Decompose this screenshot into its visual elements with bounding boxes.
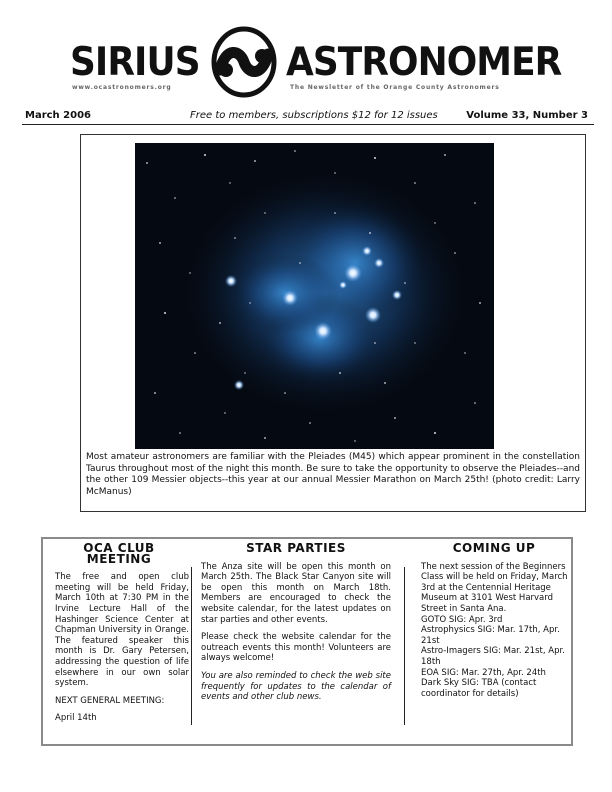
club-meeting-text: The free and open club meeting will be held Friday, March 10th at 7:30 PM in the Irvine Lecture Hall of the Hashinger Science Center at Chapman University in Orange. The featured speaker this month is Dr. Gary Petersen, addressing the question of life elsewhere in our own solar system. bbox=[55, 572, 189, 689]
club-meeting-column bbox=[49, 543, 189, 731]
pleiades-photo bbox=[135, 143, 494, 449]
coming-up-intro: The next session of the Beginners Class will be held on Friday, March 3rd at the Centennial Heritage Museum at 3101 West Harvard Street in Santa Ana. bbox=[421, 561, 568, 614]
feature-photo-frame bbox=[80, 134, 586, 512]
coming-up-item: Astro-Imagers SIG: Mar. 21st, Apr. 18th bbox=[421, 646, 565, 667]
next-meeting-label: NEXT GENERAL MEETING: bbox=[55, 695, 165, 706]
coming-up-column bbox=[419, 543, 569, 699]
masthead-title-left: SIRIUS bbox=[70, 40, 200, 85]
star-parties-text-1: The Anza site will be open this month on March 25th. The Black Star Canyon site will be open this month on March 18th. Members are encouraged to check the website calendar, for the latest updates on star parties and other events. bbox=[201, 561, 391, 625]
column-divider bbox=[191, 567, 192, 725]
next-meeting-date: April 14th bbox=[55, 713, 97, 724]
photo-caption: Most amateur astronomers are familiar with the Pleiades (M45) which appear prominent in the constellation Taurus throughout most of the night this month. Be sure to take the opportunity to observe the Pleiades--and the other 109 Messier objects--this year at our annual Messier Marathon on March 25th! (photo credit: Larry McManus) bbox=[86, 452, 580, 497]
oca-logo-icon bbox=[206, 26, 282, 98]
events-box bbox=[41, 537, 573, 746]
masthead-tagline: The Newsletter of the Orange County Astronomers bbox=[290, 84, 500, 91]
masthead bbox=[0, 22, 612, 102]
star-parties-heading: STAR PARTIES bbox=[246, 541, 346, 555]
issue-info-bar bbox=[22, 108, 594, 125]
issue-date: March 2006 bbox=[25, 110, 91, 121]
club-meeting-heading: OCA CLUB MEETING bbox=[83, 541, 155, 566]
volume-number: Volume 33, Number 3 bbox=[466, 110, 588, 121]
star-parties-column bbox=[201, 543, 391, 710]
coming-up-item: EOA SIG: Mar. 27th, Apr. 24th bbox=[421, 667, 546, 678]
column-divider bbox=[404, 567, 405, 725]
coming-up-item: GOTO SIG: Apr. 3rd bbox=[421, 614, 503, 625]
coming-up-item: Dark Sky SIG: TBA (contact coordinator for details) bbox=[421, 678, 537, 699]
star-parties-text-2: Please check the website calendar for the outreach events this month! Volunteers are always welcome! bbox=[201, 632, 391, 664]
masthead-title-right: ASTRONOMER bbox=[286, 40, 562, 85]
subscription-info: Free to members, subscriptions $12 for 12 issues bbox=[190, 110, 438, 121]
coming-up-item: Astrophysics SIG: Mar. 17th, Apr. 21st bbox=[421, 625, 560, 646]
masthead-website: www.ocastronomers.org bbox=[72, 84, 172, 91]
coming-up-heading: COMING UP bbox=[452, 541, 536, 555]
star-parties-text-3: You are also reminded to check the web site frequently for updates to the calendar of events and other club news. bbox=[201, 670, 391, 703]
